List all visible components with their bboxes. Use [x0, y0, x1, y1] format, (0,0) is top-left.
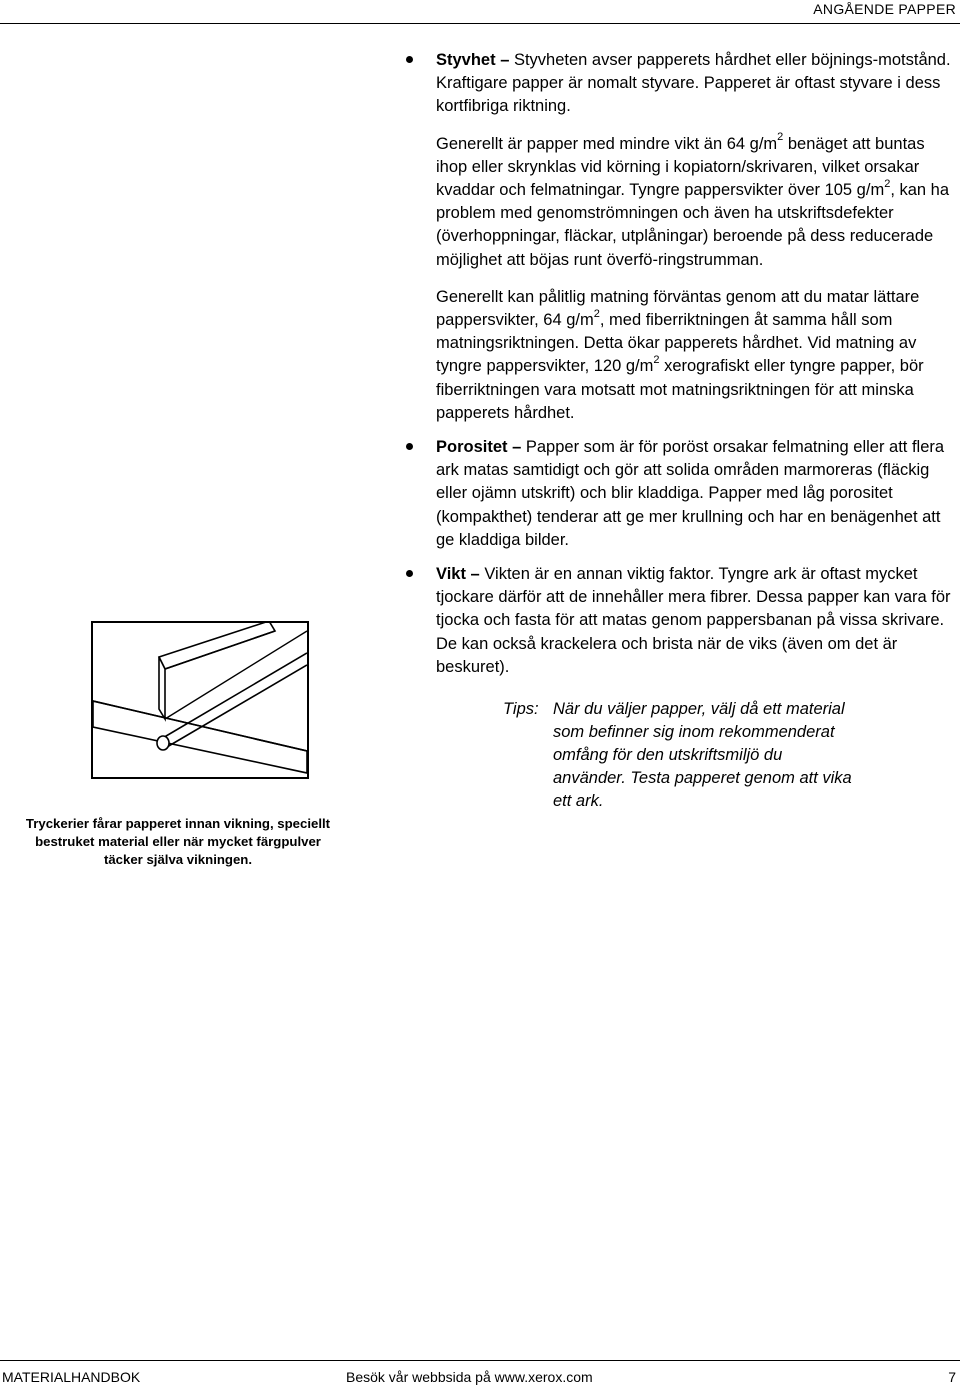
weight-paragraph [436, 563, 958, 679]
main-column [436, 49, 958, 813]
porosity-text: Papper som är för poröst orsakar felmatning eller att flera ark matas samtidigt och gör att solida områden marmoreras (fläckig eller ojämn utskrift) och blir kladdiga. Papper med låg porositet (kompakthet) tenderar att ge mer krullning och har en benägenhet att ge kladdiga bilder. [436, 438, 945, 549]
bullet-icon [406, 570, 413, 577]
running-header: ANGÅENDE PAPPER [813, 1, 956, 17]
text-run: Generellt kan pålitlig matning förväntas genom att du matar lättare pappersvikter, 64 g/m [436, 287, 920, 330]
text-run: , med fiberriktningen åt samma håll som matningsriktningen. Detta ökar papperets hårdhet. Vid matning av tyngre pappersvikter, 120 g/m [436, 311, 917, 376]
weight-text: Vikten är en annan viktig faktor. Tyngre ark är oftast mycket tjockare därför att de innehåller mera fibrer. Dessa papper kan vara för tjocka och fasta för att matas genom pappersbanan på vissa skrivare. De kan också krackelera och brista när de viks (även om det är beskuret). [436, 565, 951, 676]
bullet-icon [406, 443, 413, 450]
porosity-term: Porositet [436, 438, 508, 457]
header-divider [0, 23, 960, 24]
term-dash: – [465, 565, 485, 584]
superscript: 2 [653, 353, 660, 366]
fold-illustration [91, 621, 309, 779]
bullet-icon [406, 56, 413, 63]
bullet-porosity [436, 436, 958, 552]
text-run: , kan ha problem med genomströmningen och även ha utskriftsdefekter (överhoppningar, fläckar, utplåningar) beroende på dess reducerade möjlighet att böjas runt överfö-ringstrumman. [436, 181, 950, 269]
tips-block [436, 698, 958, 813]
stiffness-text: Styvheten avser papperets hårdhet eller böjnings-motstånd. Kraftigare papper är nomalt styvare. Papperet är oftast styvare i dess kortfibriga riktning. [436, 51, 951, 116]
stiffness-paragraph-3 [436, 286, 958, 425]
superscript: 2 [593, 307, 600, 320]
stiffness-term: Styvhet [436, 51, 496, 69]
page-number: 7 [948, 1369, 956, 1385]
term-dash: – [507, 438, 526, 457]
text-run: xerografiskt eller tyngre papper, bör fiberriktningen vara motsatt mot matningsriktningen för att minska papperets hårdhet. [436, 357, 924, 422]
bullet-stiffness [436, 49, 958, 425]
figure-caption: Tryckerier fårar papperet innan vikning, speciellt bestruket material eller när mycket färgpulver täcker själva vikningen. [25, 816, 331, 867]
porosity-paragraph [436, 436, 958, 552]
weight-term: Vikt [436, 565, 466, 584]
footer-divider [0, 1360, 960, 1361]
tips-text: När du väljer papper, välj då ett material som befinner sig inom rekommenderat omfång för den utskriftsmiljö du använder. Testa papperet genom att vika ett ark. [553, 700, 852, 811]
text-run: Generellt är papper med mindre vikt än 64 g/m [436, 134, 778, 153]
text-run: benäget att buntas ihop eller skrynklas vid körning i kopiatorn/skrivaren, vilket orsakar kvaddar och felmatningar. Tyngre pappersvikter över 105 g/m [436, 134, 925, 200]
footer-manual-title: MATERIALHANDBOK [2, 1369, 141, 1385]
tips-label: Tips: [503, 700, 539, 719]
superscript: 2 [777, 131, 784, 144]
superscript: 2 [884, 177, 891, 190]
term-dash: – [495, 51, 514, 69]
footer-website: Besök vår webbsida på www.xerox.com [346, 1369, 593, 1385]
stiffness-paragraph [436, 49, 958, 119]
bullet-weight [436, 563, 958, 679]
folded-paper-drawing [93, 623, 307, 777]
stiffness-paragraph-2 [436, 133, 958, 272]
